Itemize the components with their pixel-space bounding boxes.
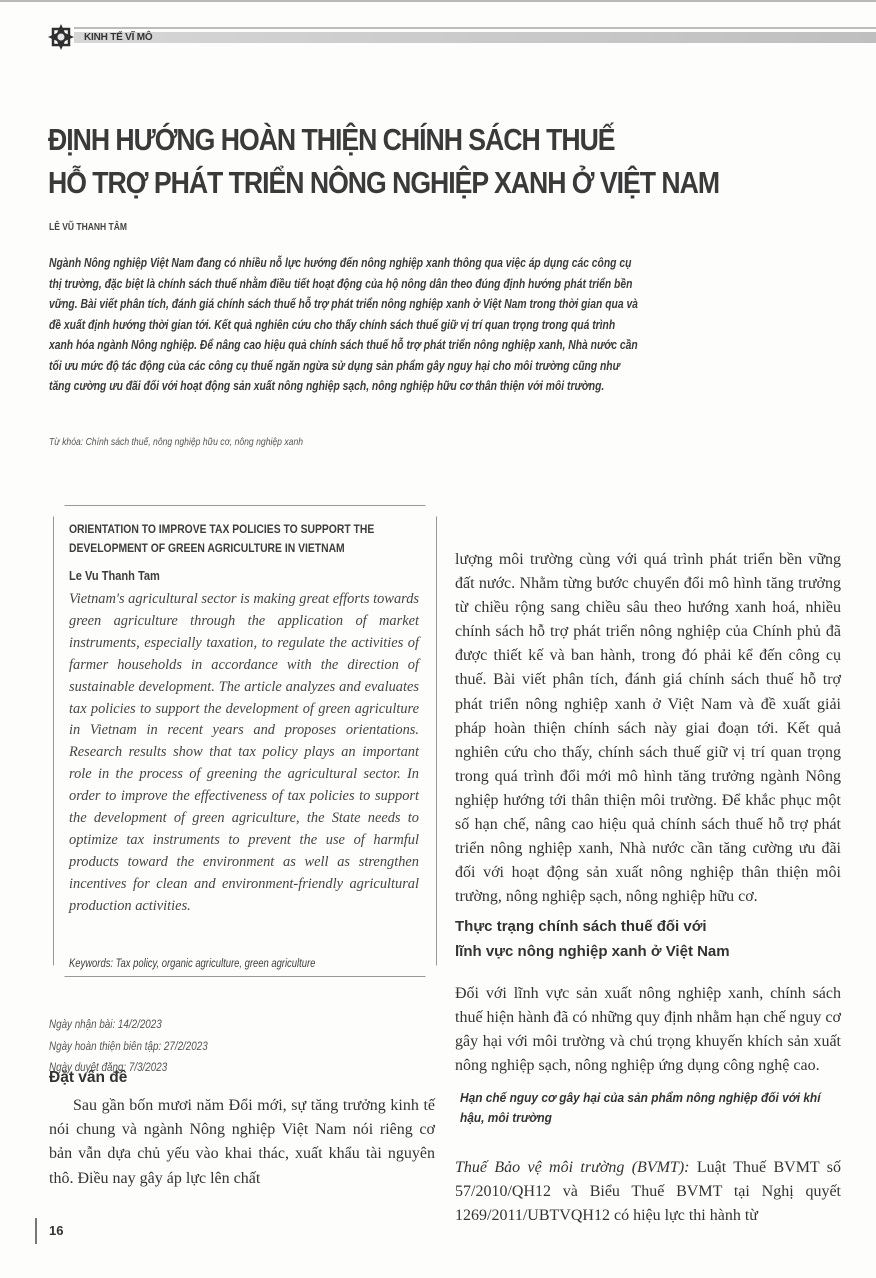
page-number: 16 xyxy=(35,1218,63,1244)
bvmt-lead: Thuế Bảo vệ môi trường (BVMT): xyxy=(455,1159,690,1176)
abstract-vietnamese: Ngành Nông nghiệp Việt Nam đang có nhiều nỗ lực hướng đến nông nghiệp xanh thông qua việc áp dụng các công cụ thị trường, đặc biệt là chính sách thuế nhằm điều tiết hoạt động của hộ nông dân theo đúng định hướng phát triển bền vững. Bài viết phân tích, đánh giá chính sách thuế hỗ trợ phát triển nông nghiệp xanh ở Việt Nam trong thời gian qua và đề xuất định hướng thời gian tới. Kết quả nghiên cứu cho thấy chính sách thuế giữ vị trí quan trọng trong quá trình xanh hóa ngành Nông nghiệp. Để nâng cao hiệu quả chính sách thuế hỗ trợ phát triển nông nghiệp xanh, Nhà nước cần tối ưu mức độ tác động của các công cụ thuế ngăn ngừa sử dụng sản phẩm gây nguy hại cho môi trường cũng như tăng cường ưu đãi đối với hoạt động sản xuất nông nghiệp sạch, nông nghiệp hữu cơ thân thiện với môi trường. xyxy=(49,256,638,393)
article-author: LÊ VŨ THANH TÂM xyxy=(49,222,127,233)
english-abstract: Vietnam's agricultural sector is making great efforts towards green agriculture through the application of market instruments, especially taxation, to regulate the activities of farmer households in accordance with the direction of sustainable development. The article analyzes and evaluates tax policies to support the development of green agriculture in Vietnam in recent years and proposes orientations. Research results show that tax policy plays an important role in the process of greening the agricultural sector. In order to improve the effectiveness of tax policies to support the development of green agriculture, the State needs to optimize tax instruments to prevent the use of harmful products toward the environment as well as strengthen incentives for clean and environment-friendly agricultural production activities. xyxy=(69,591,419,914)
date-received: Ngày nhận bài: 14/2/2023 xyxy=(49,1017,162,1031)
intro-paragraph-left xyxy=(49,1094,435,1191)
header-band xyxy=(74,32,876,43)
paragraph: Sau gần bốn mươi năm Đổi mới, sự tăng trưởng kinh tế nói chung và ngành Nông nghiệp Việt Nam nói riêng cơ bản vẫn dựa chủ yếu vào khai thác, xuất khẩu tài nguyên thô. Điều nay gây áp lực lên chất xyxy=(49,1097,435,1187)
bvmt-text: Luật Thuế BVMT số 57/2010/QH12 và Biểu Thuế BVMT tại Nghị quyết 1269/2011/UBTVQH12 có hiệu lực thi hành từ xyxy=(455,1159,841,1225)
intro-paragraph-right xyxy=(455,532,841,925)
bvmt-paragraph xyxy=(455,1140,841,1244)
status-paragraph xyxy=(455,966,841,1094)
paragraph: lượng môi trường cùng với quá trình phát triển bền vững đất nước. Nhằm từng bước chuyển đổi mô hình tăng trưởng từ chiều rộng sang chiều sâu theo hướng xanh hoá, nhiều chính sách hỗ trợ phát triển nông nghiệp của Chính phủ đã được thiết kế và ban hành, trong đó phải kể đến công cụ thuế. Bài viết phân tích, đánh giá chính sách thuế hỗ trợ phát triển nông nghiệp xanh ở Việt Nam và đề xuất giải pháp hoàn thiện chính sách này giai đoạn tới. Kết quả nghiên cứu cho thấy, chính sách thuế giữ vị trí quan trọng trong quá trình đổi mới mô hình tăng trưởng ngành Nông nghiệp hướng tới thân thiện môi trường. Để khắc phục một số hạn chế, nâng cao hiệu quả chính sách thuế hỗ trợ phát triển nông nghiệp xanh, Nhà nước cần tăng cường ưu đãi đối với hoạt động sản xuất nông nghiệp thân thiện môi trường, nông nghiệp sạch, nông nghiệp hữu cơ. xyxy=(455,551,841,906)
title-line-1: ĐỊNH HƯỚNG HOÀN THIỆN CHÍNH SÁCH THUẾ xyxy=(48,122,615,157)
date-edited: Ngày hoàn thiện biên tập: 27/2/2023 xyxy=(49,1038,208,1053)
status-heading-line-2: lĩnh vực nông nghiệp xanh ở Việt Nam xyxy=(455,943,730,960)
paragraph: Đối với lĩnh vực sản xuất nông nghiệp xanh, chính sách thuế hiện hành đã có những quy định nhằm hạn chế nguy cơ gây hại với môi trường và chú trọng khuyến khích sản xuất nông nghiệp sạch, nông nghiệp ứng dụng công nghệ cao. xyxy=(455,985,841,1075)
status-heading xyxy=(455,914,730,964)
paragraph xyxy=(455,1156,841,1228)
intro-heading: Đặt vấn đề xyxy=(49,1069,128,1086)
status-heading-line-1: Thực trạng chính sách thuế đối với xyxy=(455,918,707,935)
english-author: Le Vu Thanh Tam xyxy=(69,568,160,583)
sub-heading: Hạn chế nguy cơ gây hại của sản phẩm nông nghiệp đối với khí hậu, môi trường xyxy=(460,1090,821,1125)
article-title xyxy=(48,118,736,204)
english-keywords: Keywords: Tax policy, organic agriculture, green agriculture xyxy=(69,958,316,970)
top-border-line xyxy=(0,0,876,2)
compass-diamond-logo-icon xyxy=(48,24,74,50)
english-title: ORIENTATION TO IMPROVE TAX POLICIES TO SUPPORT THE DEVELOPMENT OF GREEN AGRICULTURE IN VIETNAM xyxy=(69,522,375,555)
header-rule xyxy=(74,27,876,29)
section-header xyxy=(48,22,876,52)
keywords-vietnamese: Từ khóa: Chính sách thuế, nông nghiệp hữu cơ, nông nghiệp xanh xyxy=(49,436,304,448)
date-approved: Ngày duyệt đăng: 7/3/2023 xyxy=(49,1060,168,1074)
title-line-2: HỖ TRỢ PHÁT TRIỂN NÔNG NGHIỆP XANH Ở VIỆT NAM xyxy=(48,165,720,200)
section-label: KINH TẾ VĨ MÔ xyxy=(84,32,153,43)
